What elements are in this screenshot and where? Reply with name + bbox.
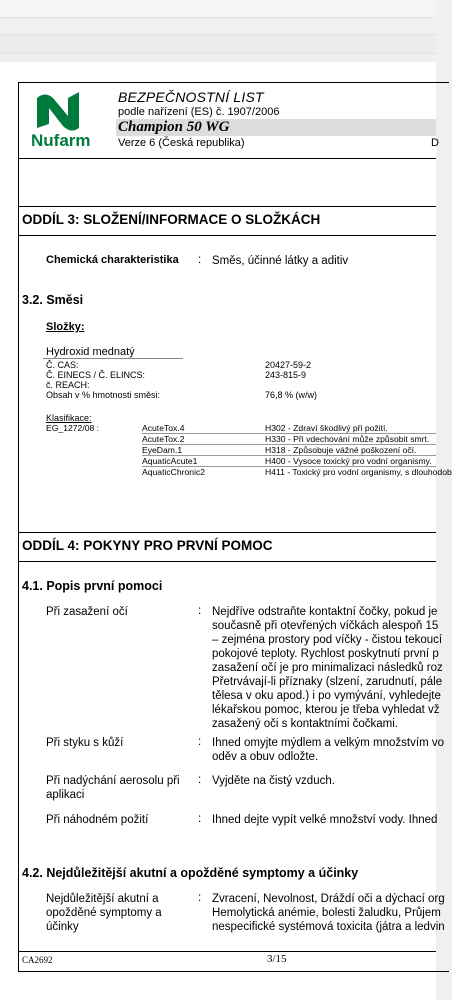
hazard-class: EyeDam.1 — [142, 445, 183, 455]
eye-contact-text: zasažený oči s kontaktními čočkami. — [212, 718, 398, 730]
colon: : — [198, 605, 202, 617]
ingestion-text: Ihned dejte vypít velké množství vody. Ihned — [212, 814, 438, 826]
skin-contact-label: Při styku s kůží — [46, 737, 124, 749]
symptoms-text: nespecifické systémová toxicita (játra a ledvin — [212, 921, 445, 933]
subsection-3-2-title: 3.2. Směsi — [22, 293, 84, 307]
inhalation-label: Při nadýchání aerosolu při — [46, 775, 180, 787]
eye-contact-label: Při zasažení očí — [46, 606, 128, 618]
subsection-4-1-title: 4.1. Popis první pomoci — [22, 579, 163, 593]
cas-value: 20427-59-2 — [265, 360, 312, 370]
hazard-class: AquaticAcute1 — [142, 456, 198, 466]
substance-underline — [43, 358, 183, 359]
hazard-class: AcuteTox.2 — [142, 434, 185, 444]
symptoms-label: Nejdůležitější akutní a — [46, 893, 159, 905]
colon: : — [198, 736, 202, 748]
section-divider — [18, 561, 436, 562]
content-value: 76,8 % (w/w) — [265, 390, 318, 400]
eye-contact-text: Nejdříve odstraňte kontaktní čočky, pokud je — [212, 606, 438, 618]
product-name: Champion 50 WG — [118, 119, 230, 135]
eye-contact-text: zasažení očí je pro minimalizaci následků roz — [212, 662, 443, 674]
skin-contact-text: Ihned omyjte mýdlem a velkým množstvím vo — [212, 737, 444, 749]
eye-contact-text: lékařskou pomoc, kterou je třeba vyhledat vž — [212, 704, 440, 716]
hazard-statement: H318 - Způsobuje vážné poškození očí. — [265, 445, 417, 455]
symptoms-text: Hemolytická anémie, bolesti žaludku, Průjem — [212, 907, 441, 919]
viewer-top-bar — [0, 0, 436, 18]
symptoms-label: opožděné symptomy a — [46, 907, 162, 919]
symptoms-label: účinky — [46, 921, 79, 933]
colon: : — [198, 892, 202, 904]
document-title: BEZPEČNOSTNÍ LIST — [118, 89, 264, 105]
inhalation-label: aplikaci — [46, 789, 85, 801]
cas-label: Č. CAS: — [46, 360, 79, 370]
subsection-4-2-title: 4.2. Nejdůležitější akutní a opožděné symptomy a účinky — [22, 866, 359, 880]
page-number: 3/15 — [267, 953, 287, 965]
symptoms-text: Zvracení, Nevolnost, Dráždí oči a dýchací org — [212, 893, 445, 905]
viewer-page-gap — [0, 34, 436, 54]
skin-contact-text: oděv a obuv odložte. — [212, 751, 319, 763]
eye-contact-text: Přetrvávají-li příznaky (slzení, zarudnutí, pále — [212, 676, 443, 688]
header-divider — [18, 158, 436, 159]
nufarm-logo — [31, 88, 105, 150]
colon: : — [198, 774, 202, 786]
section-4-title: ODDÍL 4: POKYNY PRO PRVNÍ POMOC — [22, 538, 273, 553]
header-cut-text: D — [431, 137, 439, 149]
einecs-value: 243-815-9 — [265, 370, 307, 380]
hazard-statement: H330 - Při vdechování může způsobit smrt. — [265, 434, 430, 444]
classification-label: Klasifikace: — [46, 413, 92, 423]
logo-wordmark: Nufarm — [31, 131, 91, 150]
hazard-statement: H400 - Vysoce toxický pro vodní organismy. — [265, 456, 432, 466]
inhalation-text: Vyjděte na čistý vzduch. — [212, 775, 335, 787]
version-info: Verze 6 (Česká republika) — [118, 137, 245, 149]
footer-divider — [18, 951, 436, 952]
components-label: Složky: — [46, 321, 85, 333]
regulation-reference: podle nařízení (ES) č. 1907/2006 — [118, 106, 280, 118]
einecs-label: Č. EINECS / Č. ELINCS: — [46, 370, 146, 380]
hazard-class: AquaticChronic2 — [142, 467, 206, 477]
reach-label: č. REACH: — [46, 380, 90, 390]
section-divider — [18, 235, 436, 236]
chem-characteristic-value: Směs, účinné látky a aditiv — [212, 255, 349, 267]
classification-regulation: EG_1272/08 : — [46, 423, 100, 433]
hazard-class: AcuteTox.4 — [142, 423, 185, 433]
ingestion-label: Při náhodném požití — [46, 814, 149, 826]
eye-contact-text: – zejména prostory pod víčky - čistou tekoucí — [212, 634, 443, 646]
hazard-statement: H411 - Toxický pro vodní organismy, s dlouhodob — [265, 467, 452, 477]
content-label: Obsah v % hmotnosti směsi: — [46, 390, 161, 400]
hazard-statement: H302 - Zdraví škodlivý při požití. — [265, 423, 388, 433]
section-3-title: ODDÍL 3: SLOŽENÍ/INFORMACE O SLOŽKÁCH — [22, 212, 321, 227]
colon: : — [198, 254, 202, 266]
substance-name: Hydroxid mednatý — [46, 346, 135, 358]
eye-contact-text: tělesa v oku apod.) i po vymývání, vyhledejte — [212, 690, 441, 702]
document-code: CA2692 — [22, 955, 53, 965]
section-divider — [18, 532, 436, 533]
colon: : — [198, 813, 202, 825]
eye-contact-text: současně při otevřených víčkách alespoň 15 — [212, 620, 439, 632]
chem-characteristic-label: Chemická charakteristika — [46, 254, 179, 266]
eye-contact-text: pokojové teploty. Rychlost poskytnutí první p — [212, 648, 439, 660]
section-divider — [18, 206, 436, 207]
